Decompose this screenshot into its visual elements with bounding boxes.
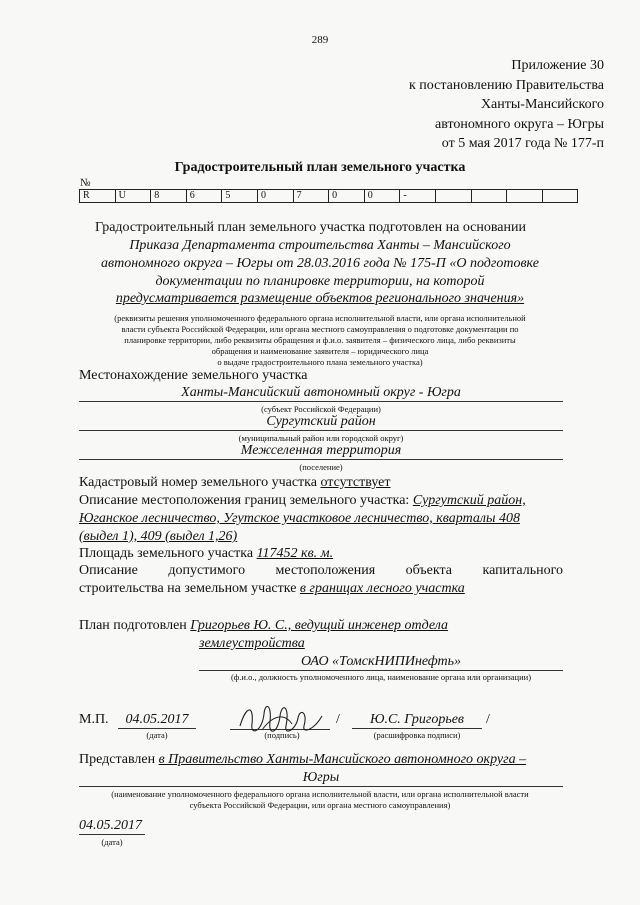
- number-cell: 0: [364, 190, 400, 203]
- boundaries-value: Юганское лесничество, Угутское участковое лесничество, кварталы 408: [79, 511, 520, 526]
- basis-caption: [70, 313, 570, 368]
- appendix-line: к постановлению Правительства: [408, 77, 604, 93]
- appendix-line: автономного округа – Югры: [435, 116, 604, 132]
- number-cell: 5: [222, 190, 258, 203]
- number-cell: R: [80, 190, 116, 203]
- number-cell: 0: [329, 190, 365, 203]
- stamp-label: М.П.: [79, 712, 109, 727]
- number-cell: -: [400, 190, 436, 203]
- subject-caption: (субъект Российской Федерации): [261, 404, 381, 414]
- presented-value: Югры: [79, 770, 563, 787]
- location-subject: Ханты-Мансийский автономный округ - Югра: [79, 385, 563, 402]
- settlement-caption: (поселение): [299, 462, 343, 472]
- prepared-value: землеустройства: [199, 636, 305, 651]
- number-cell: [471, 190, 507, 203]
- cadastral-value: отсутствует: [320, 475, 391, 490]
- prepared-row: [79, 618, 448, 634]
- placement-word: Описание: [79, 563, 138, 578]
- date-caption: (дата): [146, 730, 168, 740]
- appendix-line: от 5 мая 2017 года № 177-п: [441, 136, 604, 151]
- number-cell: 8: [151, 190, 187, 203]
- caption-line: субъекта Российской Федерации, или органа местного самоуправления): [189, 800, 451, 810]
- cadastral-label: Кадастровый номер земельного участка: [79, 475, 317, 490]
- basis-line: автономного округа – Югры от 28.03.2016 года № 175-П «О подготовке: [101, 256, 539, 271]
- caption-line: власти субъекта Российской Федерации, или органа местного самоуправления о подготовке документации по: [121, 324, 519, 334]
- location-label: Местонахождение земельного участка: [79, 368, 308, 383]
- boundaries-value: Сургутский район,: [412, 493, 526, 508]
- area-row: [79, 546, 333, 562]
- prepared-caption: (ф.и.о., должность уполномоченного лица, наименование органа или организации): [230, 672, 532, 682]
- location-district: Сургутский район: [79, 414, 563, 431]
- signer-name: Ю.С. Григорьев: [352, 712, 482, 729]
- sign-caption: (подпись): [264, 730, 300, 740]
- number-cell: 6: [186, 190, 222, 203]
- presented-value: в Правительство Ханты-Мансийского автономного округа –: [158, 752, 527, 767]
- caption-line: (реквизиты решения уполномоченного федерального органа исполнительной власти, или органа исполнительной: [114, 313, 526, 323]
- presented-row: [79, 752, 526, 768]
- caption-line: обращения и наименование заявителя – юридического лица: [211, 346, 429, 356]
- placement-word: местоположения: [275, 563, 376, 578]
- area-value: 117452 кв. м.: [256, 546, 334, 561]
- prepared-value: Григорьев Ю. С., ведущий инженер отдела: [190, 618, 449, 633]
- basis-line: документации по планировке территории, на которой: [155, 274, 485, 289]
- presented-label: Представлен: [79, 752, 156, 767]
- placement-label: строительства на земельном участке: [79, 581, 297, 596]
- placement-word: допустимого: [168, 563, 246, 578]
- page-number: 289: [311, 34, 329, 46]
- placement-row-2: [79, 581, 465, 597]
- prepared-label: План подготовлен: [79, 618, 187, 633]
- basis-intro: Градостроительный план земельного участка подготовлен на основании: [95, 220, 526, 235]
- caption-line: планировке территории, либо реквизиты обращения и ф.и.о. заявителя – физического лица, либо реквизиты: [124, 335, 516, 345]
- caption-line: о выдаче градостроительного плана земельного участка): [217, 357, 423, 367]
- placement-row: [79, 563, 563, 579]
- placement-word: капитального: [482, 563, 563, 578]
- cadastral-row: [79, 475, 391, 491]
- boundaries-label: Описание местоположения границ земельного участка:: [79, 493, 410, 508]
- boundaries-value: (выдел 1), 409 (выдел 1,26): [79, 529, 238, 544]
- name-caption: (расшифровка подписи): [373, 730, 461, 740]
- number-sign: №: [80, 177, 91, 189]
- number-cell: [435, 190, 471, 203]
- final-date: 04.05.2017: [79, 818, 145, 835]
- sign-date: 04.05.2017: [118, 712, 196, 729]
- number-cell: 0: [257, 190, 293, 203]
- appendix-line: Ханты-Мансийского: [480, 97, 604, 112]
- number-cell: [542, 190, 578, 203]
- number-cell: U: [115, 190, 151, 203]
- prepared-org: ОАО «ТомскНИПИнефть»: [199, 654, 563, 671]
- presented-caption: [70, 789, 570, 811]
- placement-value: в границах лесного участка: [299, 581, 465, 596]
- document-title: Градостроительный план земельного участка: [174, 160, 466, 175]
- basis-line: предусматривается размещение объектов регионального значения»: [115, 291, 525, 306]
- location-settlement: Межселенная территория: [79, 443, 563, 460]
- boundaries-row: [79, 493, 563, 509]
- number-cell: [507, 190, 543, 203]
- appendix-header: [409, 56, 604, 154]
- district-caption: (муниципальный район или городской округ): [238, 433, 404, 443]
- plan-number-table: [79, 189, 578, 203]
- basis-line: Приказа Департамента строительства Ханты – Мансийского: [129, 238, 511, 253]
- number-cell: 7: [293, 190, 329, 203]
- slash: /: [486, 712, 490, 727]
- final-date-caption: (дата): [101, 837, 123, 847]
- caption-line: (наименование уполномоченного федерального органа исполнительной власти, или органа исполнительной власти: [111, 789, 529, 799]
- slash: /: [336, 712, 340, 727]
- appendix-line: Приложение 30: [511, 58, 604, 73]
- placement-word: объекта: [405, 563, 453, 578]
- area-label: Площадь земельного участка: [79, 546, 254, 561]
